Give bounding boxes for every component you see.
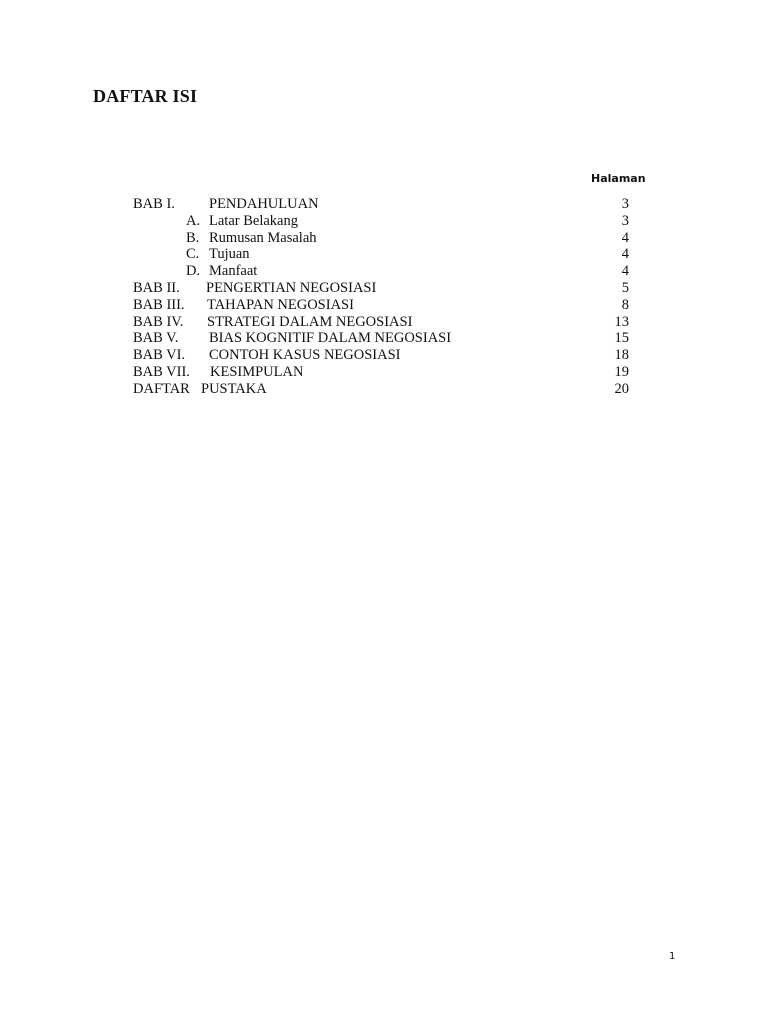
- toc-prefix: BAB II.: [133, 279, 180, 296]
- toc-label: PENDAHULUAN: [209, 196, 319, 212]
- toc-page: 20: [614, 380, 629, 397]
- toc-row: [133, 364, 633, 381]
- toc-prefix: BAB VII.: [133, 363, 190, 380]
- toc-prefix: DAFTAR: [133, 380, 190, 397]
- toc-row: [133, 263, 633, 280]
- page-number: 1: [669, 951, 676, 962]
- toc-row: [133, 330, 633, 347]
- toc-prefix: BAB IV.: [133, 313, 184, 330]
- toc-label: BIAS KOGNITIF DALAM NEGOSIASI: [209, 330, 452, 347]
- toc-prefix: D.: [186, 263, 201, 280]
- toc-prefix: BAB I.: [133, 196, 175, 212]
- toc-row: [133, 213, 633, 230]
- toc-label: Rumusan Masalah: [209, 229, 317, 246]
- toc-page: 18: [614, 347, 629, 364]
- toc-label: PUSTAKA: [201, 380, 267, 397]
- toc-page: 15: [614, 330, 629, 347]
- document-title: DAFTAR ISI: [93, 86, 198, 106]
- toc-page: 4: [621, 246, 629, 263]
- toc-row: [133, 196, 633, 213]
- toc-prefix: BAB VI.: [133, 347, 186, 364]
- toc-prefix: C.: [186, 246, 200, 263]
- toc-label: Manfaat: [209, 263, 258, 280]
- toc-page: 3: [621, 212, 629, 229]
- toc-label: STRATEGI DALAM NEGOSIASI: [207, 313, 413, 330]
- toc-prefix: A.: [186, 212, 201, 229]
- table-of-contents: [133, 196, 633, 398]
- toc-page: 4: [621, 229, 629, 246]
- toc-page: 4: [621, 263, 629, 280]
- toc-label: PENGERTIAN NEGOSIASI: [206, 279, 377, 296]
- toc-label: KESIMPULAN: [210, 363, 304, 380]
- toc-row: [133, 280, 633, 297]
- toc-prefix: BAB V.: [133, 330, 179, 347]
- toc-row: [133, 297, 633, 314]
- toc-label: Tujuan: [209, 246, 250, 263]
- toc-prefix: BAB III.: [133, 296, 185, 313]
- toc-page: 5: [621, 279, 629, 296]
- toc-row: [133, 246, 633, 263]
- toc-label: TAHAPAN NEGOSIASI: [207, 296, 354, 313]
- toc-prefix: B.: [186, 229, 200, 246]
- toc-row: [133, 230, 633, 247]
- toc-row: [133, 381, 633, 398]
- toc-page: 19: [614, 363, 629, 380]
- toc-row: [133, 314, 633, 331]
- toc-label: CONTOH KASUS NEGOSIASI: [209, 347, 401, 364]
- toc-page: 8: [621, 296, 629, 313]
- toc-label: Latar Belakang: [209, 212, 298, 229]
- toc-page: 13: [614, 313, 629, 330]
- toc-page: 3: [621, 196, 629, 212]
- toc-row: [133, 347, 633, 364]
- page-column-header: Halaman: [591, 172, 646, 185]
